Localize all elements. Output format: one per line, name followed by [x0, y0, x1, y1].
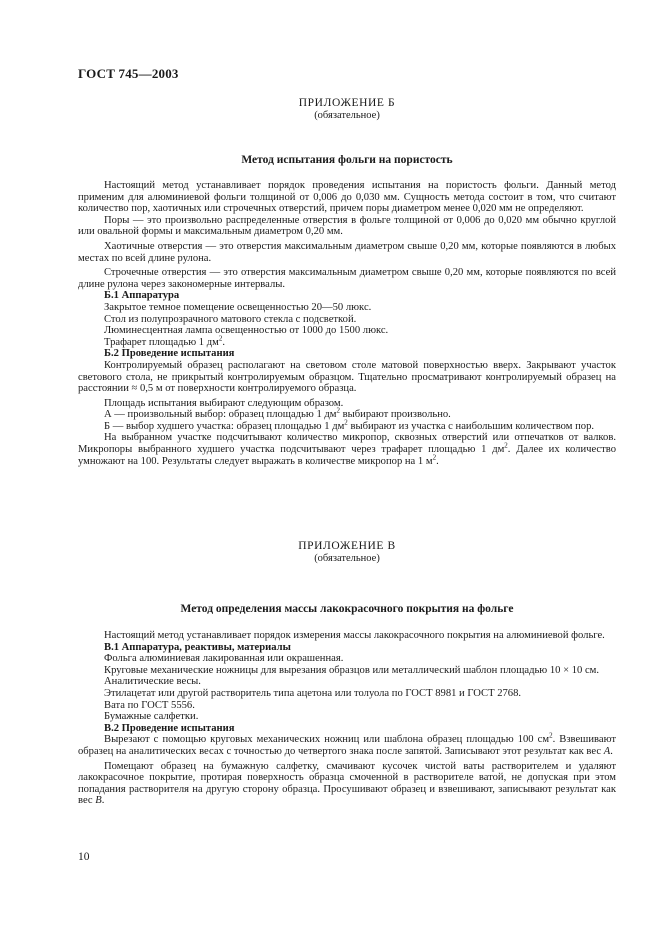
- superscript: 2: [432, 453, 437, 462]
- appendix-v-title: ПРИЛОЖЕНИЕ В: [298, 540, 396, 552]
- text-run: Трафарет площадью 1 дм: [104, 336, 219, 348]
- paragraph: Бумажные салфетки.: [104, 711, 199, 723]
- paragraph: Поры — это произвольно распределенные отверстия в фольге толщиной от 0,006 до 0,020 мм обычно круглой или овальной формы и максимальным диаметром 0,20 мм.: [78, 214, 616, 238]
- appendix-b-body: [78, 180, 616, 467]
- subsection-heading: В.1 Аппаратура, реактивы, материалы: [104, 641, 291, 653]
- paragraph: Хаотичные отверстия — это отверстия максимальным диаметром свыше 0,20 мм, которые появляются в любых местах по всей длине рулона.: [78, 240, 616, 264]
- text-run: . Взвешивают образец на аналитических весах с точностью до четвертого знака после запятой. Записывают этот результат как вес: [78, 734, 616, 757]
- appendix-b-heading-wrap: [78, 153, 616, 167]
- paragraph: [78, 432, 616, 467]
- paragraph: Настоящий метод устанавливает порядок проведения испытания на пористость фольги. Данный метод применим для алюминиевой фольги толщиной от 0,006 до 0,030 мм. Сущность метода состоит в том, что считают количество пор, хаотичных или строчечных отверстий, причем поры диаметром менее 0,020 мм не определяют.: [78, 180, 616, 215]
- appendix-b-title: ПРИЛОЖЕНИЕ Б: [298, 97, 396, 109]
- appendix-b-heading: Метод испытания фольги на пористость: [241, 154, 453, 166]
- paragraph: Люминесцентная лампа освещенностью от 1000 до 1500 люкс.: [104, 325, 389, 337]
- superscript: 2: [218, 334, 223, 343]
- text-run: Б — выбор худшего участка: образец площадью 1 дм: [104, 420, 345, 432]
- superscript: 2: [504, 441, 508, 450]
- appendix-v-body: [78, 630, 616, 807]
- paragraph: Настоящий метод устанавливает порядок измерения массы лакокрасочного покрытия на алюминиевой фольге.: [104, 630, 605, 641]
- appendix-v-heading: Метод определения массы лакокрасочного покрытия на фольге: [180, 603, 514, 615]
- text-run: А — произвольный выбор: образец площадью 1 дм: [104, 409, 337, 421]
- paragraph: Фольга алюминиевая лакированная или окрашенная.: [104, 653, 344, 665]
- text-run: .: [222, 336, 226, 348]
- text-run: Вырезают с помощью круговых механических ножниц или шаблона образец площадью 100 см: [104, 734, 550, 746]
- subsection-heading: В.2 Проведение испытания: [104, 722, 235, 734]
- subsection-heading: Б.2 Проведение испытания: [104, 348, 235, 360]
- subsection-heading: Б.1 Аппаратура: [104, 290, 180, 302]
- text-run: Помещают образец на бумажную салфетку, смачивают кусочек чистой ваты растворителем и удаляют лакокрасочное покрытие, протирая поверхность образца смоченной в растворителе ватой, не допуская при этом попадания растворителя на другую сторону образца. Просушивают образец и взвешивают, записывают результат как вес: [78, 760, 616, 807]
- text-run: .: [436, 455, 439, 467]
- text-run: . Далее их количество умножают на 100. Результаты следует выражать в количестве микропор на 1 м: [78, 444, 616, 467]
- paragraph: Контролируемый образец располагают на световом столе матовой поверхностью вверх. Закрывают участок светового стола, не прикрытый контролируемым образцом. Тщательно просматривают контролируемый образец на расстоянии ≈ 0,5 м от поверхности контролируемого образца.: [78, 359, 616, 395]
- paragraph: [78, 731, 616, 757]
- appendix-v-status: (обязательное): [314, 553, 380, 564]
- paragraph: Строчечные отверстия — это отверстия максимальным диаметром свыше 0,20 мм, которые появляются по всей длине рулона через закономерные интервалы.: [78, 267, 616, 290]
- italic-run: В: [95, 795, 102, 807]
- appendix-b-status: (обязательное): [314, 110, 380, 121]
- paragraph: Вата по ГОСТ 5556.: [104, 699, 195, 711]
- paragraph: [78, 334, 616, 349]
- appendix-v-heading-wrap: [78, 602, 616, 616]
- paragraph: Стол из полупрозрачного матового стекла с подсветкой.: [104, 313, 357, 325]
- text-run: На выбранном участке подсчитывают количество микропор, сквозных отверстий или отпечатков от валков. Микропоры выбранного худшего участка подсчитывают через трафарет площадью 1 дм: [78, 432, 616, 456]
- appendix-b: [78, 97, 616, 122]
- paragraph: Площадь испытания выбирают следующим образом.: [104, 397, 344, 409]
- paragraph: Аналитические весы.: [104, 676, 201, 688]
- paragraph: Круговые механические ножницы для вырезания образцов или металлический шаблон площадью 10 × 10 см.: [104, 664, 600, 676]
- superscript: 2: [549, 731, 553, 740]
- standard-header: ГОСТ 745—2003: [78, 66, 179, 81]
- text-run: .: [610, 745, 613, 757]
- appendix-v: [78, 540, 616, 565]
- text-run: .: [101, 795, 105, 807]
- paragraph: Закрытое темное помещение освещенностью 20—50 люкс.: [104, 301, 372, 313]
- superscript: 2: [344, 418, 348, 427]
- text-run: выбирают из участка с наибольшим количеством пор.: [347, 420, 595, 432]
- paragraph: [78, 418, 616, 433]
- paragraph: [78, 761, 616, 807]
- superscript: 2: [336, 406, 340, 415]
- page-number: 10: [78, 851, 90, 863]
- italic-run: А: [603, 745, 611, 757]
- paragraph: Этилацетат или другой растворитель типа ацетона или толуола по ГОСТ 8981 и ГОСТ 2768.: [104, 687, 522, 699]
- text-run: выбирают произвольно.: [340, 409, 451, 421]
